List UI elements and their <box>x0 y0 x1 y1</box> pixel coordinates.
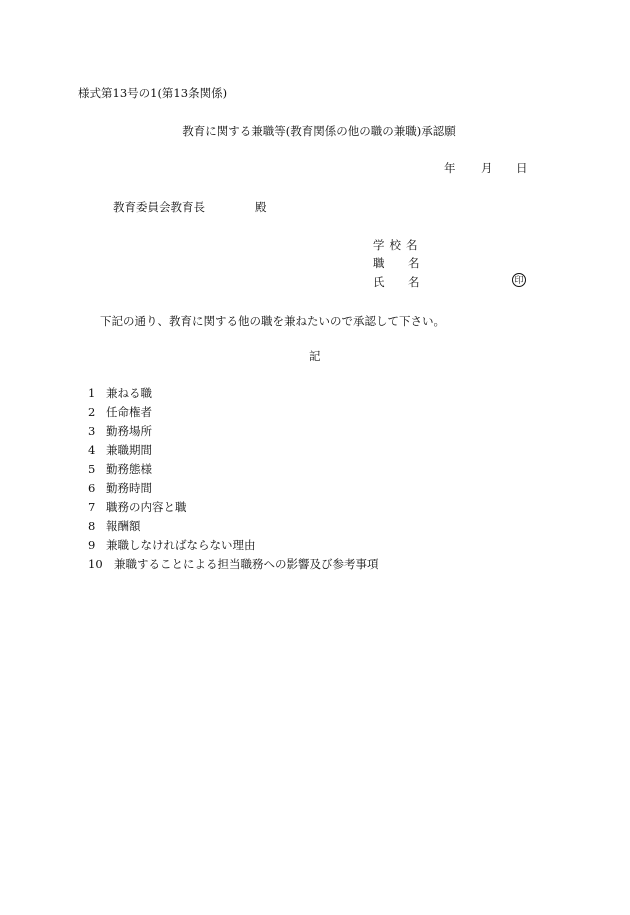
item-number: 5 <box>88 462 96 476</box>
position-label-first: 職 <box>373 256 385 270</box>
list-item <box>88 386 379 405</box>
person-name-label-second: 名 <box>408 275 420 289</box>
item-number: 1 <box>88 386 96 400</box>
date-month-label: 月 <box>481 161 493 175</box>
item-number: 10 <box>88 557 103 571</box>
addressee-honorific: 殿 <box>255 200 267 214</box>
item-label: 報酬額 <box>106 519 141 533</box>
list-item <box>88 405 379 424</box>
item-number: 8 <box>88 519 96 533</box>
list-item <box>88 443 379 462</box>
item-label: 勤務場所 <box>106 424 152 438</box>
item-label: 兼職期間 <box>106 443 152 457</box>
item-label: 勤務態様 <box>106 462 152 476</box>
list-item <box>88 500 379 519</box>
list-item <box>88 538 379 557</box>
list-item <box>88 557 379 576</box>
item-label: 職務の内容と職 <box>106 500 187 514</box>
school-name-label: 学校名 <box>373 238 423 252</box>
item-label: 兼職しなければならない理由 <box>106 538 256 552</box>
date-day-label: 日 <box>516 161 528 175</box>
item-number: 3 <box>88 424 96 438</box>
form-number: 様式第13号の1(第13条関係) <box>78 86 228 100</box>
document-title: 教育に関する兼職等(教育関係の他の職の兼職)承認願 <box>182 124 456 138</box>
date-year-label: 年 <box>444 161 456 175</box>
item-number: 7 <box>88 500 96 514</box>
list-item <box>88 481 379 500</box>
ki-heading: 記 <box>309 349 321 363</box>
item-number: 2 <box>88 405 96 419</box>
person-name-label-first: 氏 <box>373 275 385 289</box>
seal-stamp-icon: 印 <box>512 273 526 287</box>
item-label: 兼ねる職 <box>106 386 152 400</box>
item-list <box>88 386 379 576</box>
list-item <box>88 462 379 481</box>
item-number: 4 <box>88 443 96 457</box>
position-label-second: 名 <box>408 256 420 270</box>
list-item <box>88 424 379 443</box>
list-item <box>88 519 379 538</box>
addressee-name: 教育委員会教育長 <box>113 200 205 214</box>
item-label: 兼職することによる担当職務への影響及び参考事項 <box>114 557 379 571</box>
item-number: 9 <box>88 538 96 552</box>
request-body-text: 下記の通り、教育に関する他の職を兼ねたいので承認して下さい。 <box>100 314 445 328</box>
item-label: 任命権者 <box>106 405 152 419</box>
item-number: 6 <box>88 481 96 495</box>
item-label: 勤務時間 <box>106 481 152 495</box>
